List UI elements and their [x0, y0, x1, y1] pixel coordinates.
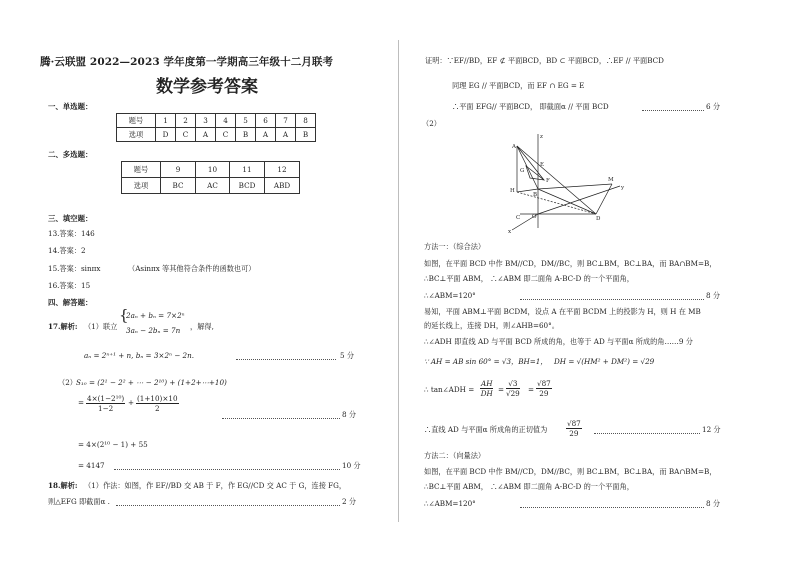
method1-line2: ∴BC⊥平面 ABM， ∴∠ABM 即二面角 A-BC-D 的一个平面角，	[424, 274, 634, 283]
dotted-leader	[642, 110, 704, 111]
table-cell: B	[296, 128, 316, 142]
method1-line1: 如图，在平面 BCD 中作 BM//CD，DM//BC，则 BC⊥BM，BC⊥BA，而 BA∩BM=B，	[424, 259, 717, 268]
method2-line3: ∴∠ABM=120°	[424, 499, 476, 508]
edge-ad	[517, 146, 596, 214]
proof-line-3: ∴平面 EFG// 平面BCD， 即截面α // 平面 BCD	[452, 102, 609, 111]
q17-fraction-2	[136, 394, 179, 413]
method2-line1: 如图，在平面 BCD 中作 BM//CD，DM//BC，则 BC⊥BM，BC⊥BA，而 BA∩BM=B，	[424, 467, 717, 476]
single-choice-table	[116, 113, 316, 142]
fig-label: E	[540, 162, 545, 168]
fig-label: F	[546, 178, 550, 184]
section-fill-heading: 三、填空题：	[48, 214, 93, 223]
answer-15-note: （Asinπx 等其他符合条件的函数也可）	[128, 264, 256, 273]
fig-label: x	[508, 229, 512, 235]
method1-line7a: ∵ AH = AB sin 60° = √3，BH=1，	[424, 357, 548, 366]
table-cell: A	[256, 128, 276, 142]
table-cell: 选项	[117, 128, 156, 142]
q18-label: 18.解析:	[48, 481, 78, 490]
geometry-figure	[500, 130, 630, 240]
method1-line7b: DH = √(HM² + DM²) = √29	[554, 357, 655, 366]
fig-label: H	[510, 188, 515, 194]
equals-sign: =	[78, 398, 85, 407]
tan-fraction-2	[506, 379, 520, 398]
q17-fraction-1	[86, 394, 125, 413]
dotted-leader	[520, 507, 704, 508]
dotted-leader	[114, 469, 340, 470]
header-title: 腾·云联盟 2022—2023 学年度第一学期高三年级十二月联考	[40, 56, 334, 68]
fig-label: G	[520, 168, 525, 174]
answer-15: 15.答案：sinπx	[48, 264, 101, 273]
method1-tan-label: ∴ tan∠ADH =	[424, 385, 475, 394]
edge-dm	[596, 184, 612, 214]
tan-fraction-1	[480, 379, 493, 398]
table-cell: 11	[230, 162, 265, 178]
fig-label: O	[532, 214, 537, 220]
table-cell: BC	[161, 178, 196, 194]
q17-score-1: 5 分	[340, 351, 355, 360]
section-solutions-heading: 四、解答题：	[48, 298, 93, 307]
fraction-numerator: √87	[537, 379, 551, 388]
fig-label: C	[516, 215, 521, 221]
tan-fraction-3	[536, 379, 552, 398]
plus-sign: +	[128, 398, 135, 407]
table-cell: 2	[176, 114, 196, 128]
q17-system-eq2: 3aₙ − 2bₙ = 7n	[126, 326, 181, 335]
fig-label: D	[596, 216, 601, 222]
method1-conclusion: ∴直线 AD 与平面α 所成角的正切值为	[424, 425, 548, 434]
fig-label: B	[533, 192, 538, 198]
table-cell: B	[236, 128, 256, 142]
score-6: 6 分	[706, 102, 721, 111]
proof-line-1: 证明：∵EF//BD，EF ⊄ 平面BCD，BD ⊂ 平面BCD，∴EF // 平面BCD	[425, 56, 664, 65]
method1-line4: 易知，平面 ABM⊥平面 BCDM，设点 A 在平面 BCDM 上的投影为 H，则 H 在 MB	[424, 307, 701, 316]
table-cell: C	[216, 128, 236, 142]
answer-16: 16.答案：15	[48, 281, 91, 290]
table-cell: C	[176, 128, 196, 142]
y-axis-line	[538, 186, 620, 214]
table-cell: A	[196, 128, 216, 142]
q17-score-2: 8 分	[342, 410, 357, 419]
fraction-numerator: √87	[567, 419, 581, 428]
table-cell: 选项	[122, 178, 161, 194]
q17-system-eq1: 2aₙ + bₙ = 7×2ⁿ	[126, 311, 185, 320]
brace-icon: {	[119, 306, 129, 324]
fraction-numerator: √3	[506, 379, 520, 389]
equals-sign: =	[498, 385, 505, 394]
method1-score1: 8 分	[706, 291, 721, 300]
method1-title: 方法一：（综合法）	[424, 242, 486, 251]
table-cell: 7	[276, 114, 296, 128]
method2-score: 8 分	[706, 499, 721, 508]
table-cell: 3	[196, 114, 216, 128]
part-2-label: （2）	[422, 119, 441, 128]
section-triangle	[526, 166, 544, 180]
q17-line4: = 4147	[78, 461, 105, 470]
column-divider	[398, 40, 399, 522]
q18-part1b: 则△EFG 即截面α .	[48, 497, 110, 506]
table-cell: 8	[296, 114, 316, 128]
multi-choice-table	[121, 161, 300, 194]
table-cell: AC	[196, 178, 230, 194]
q17-solve-text: ，解得,	[190, 322, 214, 331]
dotted-leader	[222, 418, 340, 419]
q18-score-1: 2 分	[342, 497, 357, 506]
method1-line6: ∴∠ADH 即直线 AD 与平面 BCD 所成的角，也等于 AD 与平面α 所成的角……9 分	[424, 337, 693, 346]
q17-result: aₙ = 2ⁿ⁺¹ + n, bₙ = 3×2ⁿ − 2n.	[84, 351, 195, 360]
table-cell: D	[156, 128, 176, 142]
q17-part2: （2）	[58, 378, 77, 387]
fraction-denominator: √29	[506, 389, 520, 398]
q17-label: 17.解析:	[48, 322, 78, 331]
dotted-leader	[594, 433, 700, 434]
method1-score2: 12 分	[702, 425, 721, 434]
table-cell: 9	[161, 162, 196, 178]
section-single-choice-heading: 一、单选题：	[48, 102, 93, 111]
fraction-denominator: 29	[539, 389, 549, 398]
dotted-leader	[116, 505, 340, 506]
answer-13: 13.答案：146	[48, 229, 95, 238]
table-cell: 题号	[122, 162, 161, 178]
proof-line-2: 同理 EG // 平面BCD，而 EF ∩ EG = E	[452, 81, 585, 90]
fraction-numerator: (1+10)×10	[137, 394, 178, 403]
fig-label: A	[512, 144, 516, 150]
table-cell: 5	[236, 114, 256, 128]
equals-sign: =	[528, 385, 535, 394]
table-row	[122, 178, 300, 194]
table-cell: 6	[256, 114, 276, 128]
table-cell: 10	[196, 162, 230, 178]
fraction-numerator: AH	[481, 379, 493, 388]
edge-bd	[538, 189, 596, 214]
fig-label: M	[608, 177, 614, 183]
fraction-denominator: 29	[569, 429, 579, 438]
fig-label: z	[540, 134, 543, 140]
table-cell: ABD	[265, 178, 300, 194]
method2-title: 方法二：（向量法）	[424, 451, 486, 460]
edge-hd	[517, 192, 596, 214]
dotted-leader	[236, 359, 336, 360]
page-title: 数学参考答案	[156, 77, 258, 97]
conclusion-fraction	[566, 419, 582, 438]
q17-score-3: 10 分	[342, 461, 361, 470]
fraction-denominator: 1−2	[97, 404, 114, 413]
method1-line3: ∴∠ABM=120°	[424, 291, 476, 300]
table-cell: 4	[216, 114, 236, 128]
fraction-denominator: 2	[154, 404, 160, 413]
fraction-denominator: DH	[480, 389, 493, 398]
table-cell: 1	[156, 114, 176, 128]
section-multi-choice-heading: 二、多选题：	[48, 150, 93, 159]
table-cell: 题号	[117, 114, 156, 128]
table-row	[117, 128, 316, 142]
table-row	[117, 114, 316, 128]
answer-14: 14.答案：2	[48, 246, 86, 255]
q17-part1: （1）联立	[84, 322, 118, 331]
dotted-leader	[520, 299, 704, 300]
table-row	[122, 162, 300, 178]
q17-line3: = 4×(2¹⁰ − 1) + 55	[78, 440, 148, 449]
method1-line5: 的延长线上，连接 DH，则∠AHB=60°。	[424, 321, 559, 330]
table-cell: BCD	[230, 178, 265, 194]
table-cell: A	[276, 128, 296, 142]
fraction-numerator: 4×(1−2¹⁰)	[87, 394, 125, 403]
fig-label: y	[621, 185, 625, 191]
table-cell: 12	[265, 162, 300, 178]
q18-part1: （1）作法：如图，作 EF//BD 交 AB 于 F，作 EG//CD 交 AC 于 G，连接 FG，	[84, 481, 347, 490]
q17-s10: S₁₀ = (2¹ − 2² + ⋯ − 2¹⁰) + (1+2+⋯+10)	[76, 378, 227, 387]
method2-line2: ∴BC⊥平面 ABM， ∴∠ABM 即二面角 A-BC-D 的一个平面角，	[424, 482, 634, 491]
edge-bm	[538, 184, 612, 189]
